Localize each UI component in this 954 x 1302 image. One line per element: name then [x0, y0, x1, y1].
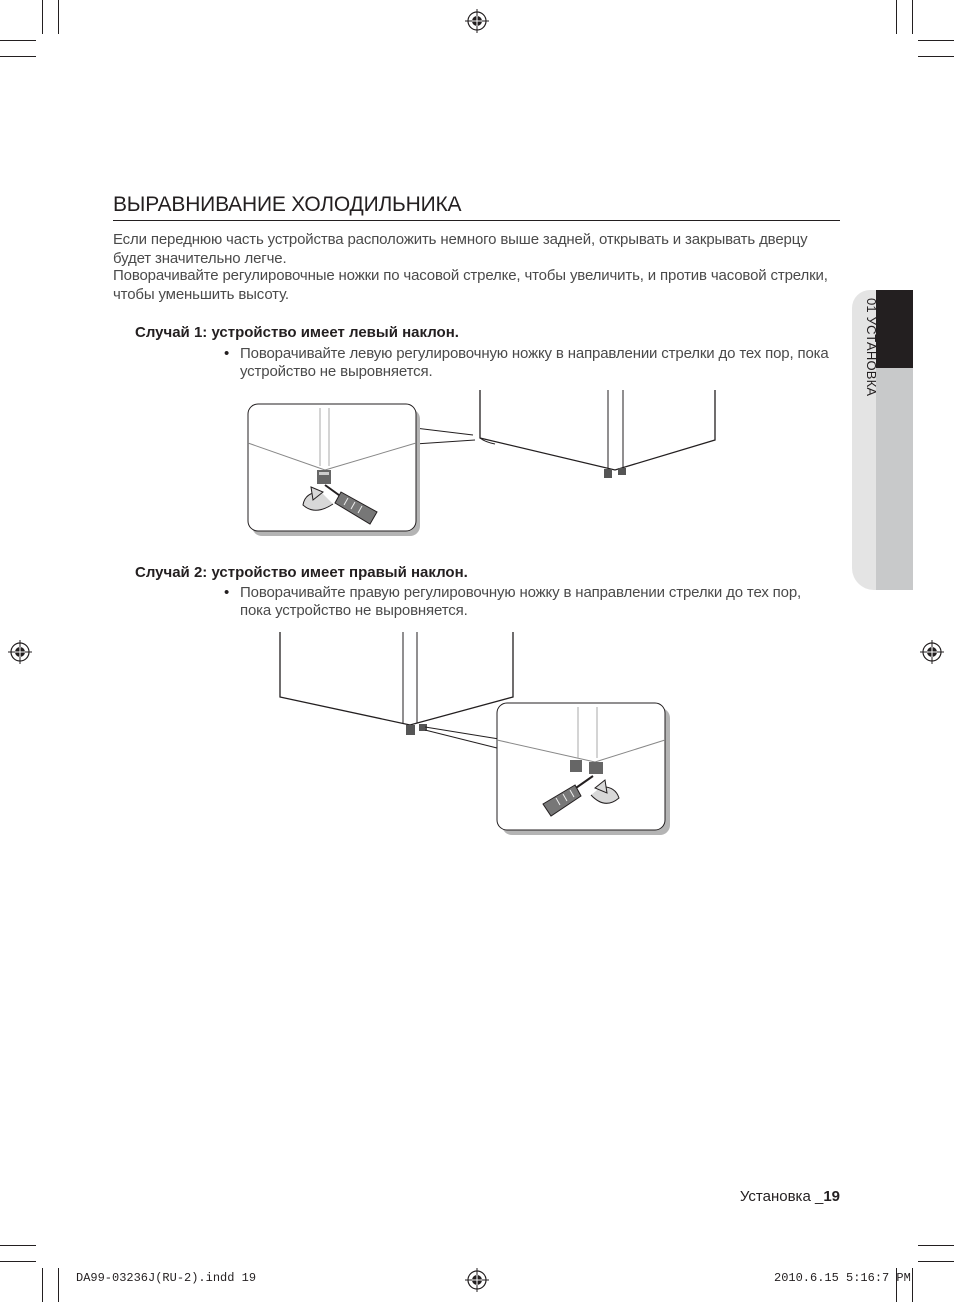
crop-mark — [42, 1268, 43, 1302]
crop-mark — [912, 0, 913, 34]
bullet: • — [224, 345, 230, 362]
crop-mark — [918, 40, 954, 41]
registration-mark-icon — [8, 640, 32, 664]
crop-mark — [918, 1245, 954, 1246]
crop-mark — [912, 1268, 913, 1302]
case-2-instruction: Поворачивайте правую регулировочную ножку в направлении стрелки до тех пор, пока устройство не выровняется. — [240, 584, 802, 619]
registration-mark-icon — [920, 640, 944, 664]
crop-mark — [918, 1261, 954, 1262]
case-1-heading: Случай 1: устройство имеет левый наклон. — [135, 324, 459, 341]
footer-page-number: 19 — [823, 1188, 840, 1205]
crop-mark — [0, 1261, 36, 1262]
slug-file-info: DA99-03236J(RU-2).indd 19 — [76, 1271, 257, 1285]
crop-mark — [58, 0, 59, 34]
title-rule — [113, 220, 840, 221]
side-tab-marker — [876, 290, 913, 368]
intro-paragraph-2: Поворачивайте регулировочные ножки по часовой стрелке, чтобы увеличить, и против часовой стрелки, чтобы уменьшить высоту. — [113, 267, 828, 303]
slug-date: 2010.6.15 5:16:7 PM — [774, 1271, 911, 1285]
intro-paragraph-1: Если переднюю часть устройства расположить немного выше задней, открывать и закрывать дверцу будет значительно легче. — [113, 231, 808, 267]
crop-mark — [918, 56, 954, 57]
bullet: • — [224, 584, 230, 601]
crop-mark — [896, 0, 897, 34]
crop-mark — [42, 0, 43, 34]
case-1-illustration — [245, 388, 725, 538]
crop-mark — [0, 40, 36, 41]
footer-section: Установка _ — [739, 1188, 824, 1205]
page-title: ВЫРАВНИВАНИЕ ХОЛОДИЛЬНИКА — [113, 193, 462, 216]
page-number — [740, 1188, 840, 1205]
registration-mark-icon — [465, 1268, 489, 1292]
registration-mark-icon — [465, 9, 489, 33]
crop-mark — [0, 1245, 36, 1246]
case-2-heading: Случай 2: устройство имеет правый наклон. — [135, 564, 468, 581]
side-tab-label: 01 УСТАНОВКА — [864, 298, 879, 397]
crop-mark — [0, 56, 36, 57]
case-2-illustration — [275, 630, 675, 840]
case-1-instruction: Поворачивайте левую регулировочную ножку в направлении стрелки до тех пор, пока устройство не выровняется. — [240, 345, 829, 380]
crop-mark — [58, 1268, 59, 1302]
